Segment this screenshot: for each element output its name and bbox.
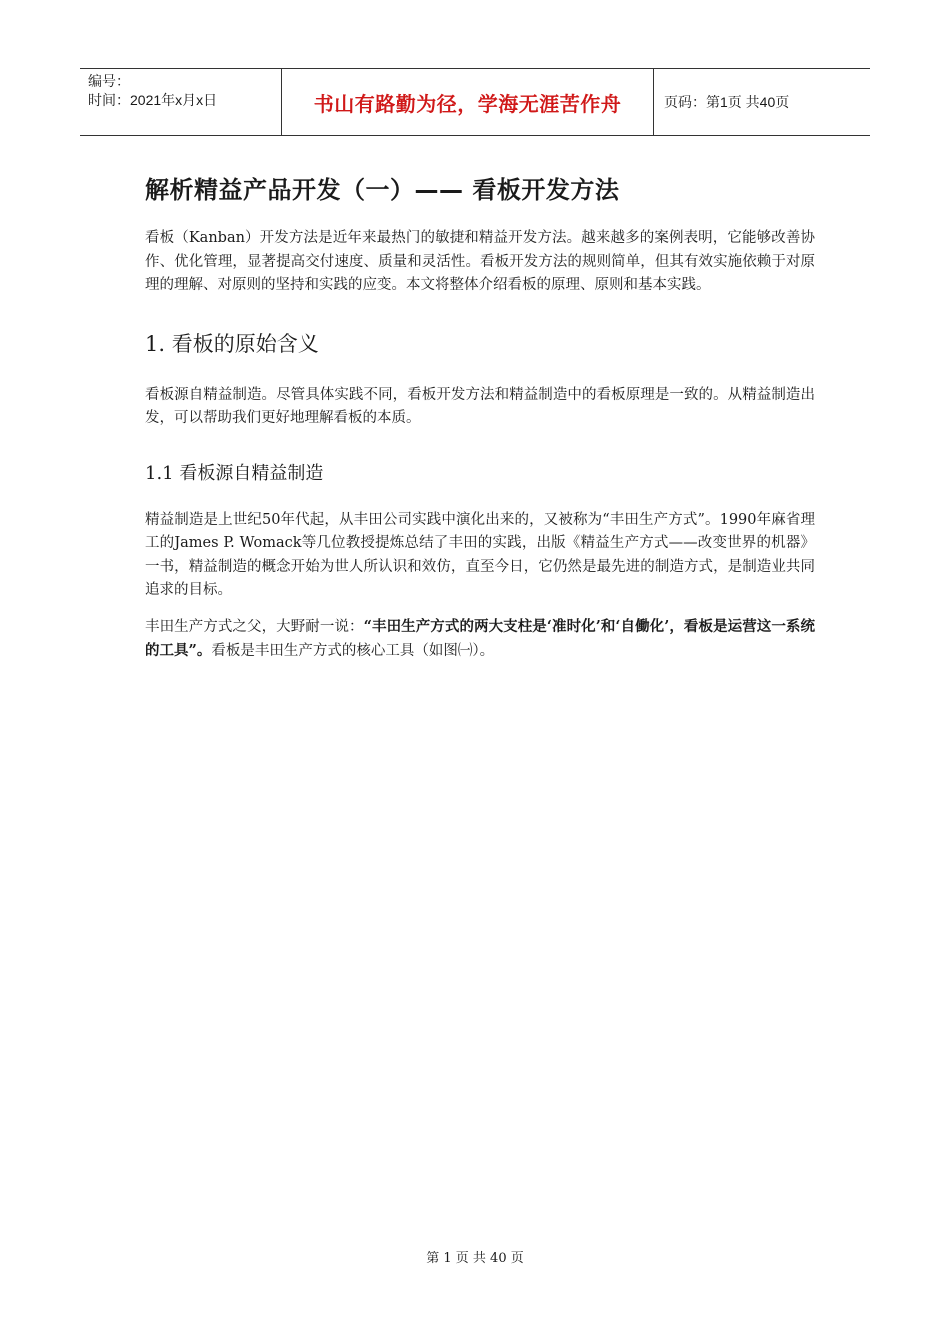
section-1-1-heading: 1.1 看板源自精益制造 bbox=[145, 462, 324, 484]
quote-paragraph bbox=[145, 615, 815, 664]
article-body bbox=[145, 170, 815, 664]
quote-bold: “丰田生产方式的两大支柱是‘准时化’和‘自働化’，看板是运营这一系统的工具”。 bbox=[145, 617, 816, 659]
section-1-1-paragraph: 精益制造是上世纪50年代起，从丰田公司实践中演化出来的，又被称为“丰田生产方式”。1990年麻省理工的James P. Womack等几位教授提炼总结了丰田的实践，出版《精益生产方式——改变世界的机器》一书，精益制造的概念开始为世人所认识和效仿，直至今日，它仍然是最先进的制造方式，是制造业共同追求的目标。 bbox=[145, 511, 815, 598]
article-title: 解析精益产品开发（一）—— 看板开发方法 bbox=[145, 176, 620, 204]
page-header-table bbox=[80, 68, 870, 136]
header-left-cell bbox=[80, 69, 281, 135]
intro-paragraph: 看板（Kanban）开发方法是近年来最热门的敏捷和精益开发方法。越来越多的案例表明，它能够改善协作、优化管理，显著提高交付速度、质量和灵活性。看板开发方法的规则简单，但其有效实施依赖于对原理的理解、对原则的坚持和实践的应变。本文将整体介绍看板的原理、原则和基本实践。 bbox=[145, 230, 815, 293]
quote-prefix: 丰田生产方式之父，大野耐一说： bbox=[145, 618, 364, 635]
section-1-heading: 1. 看板的原始含义 bbox=[145, 331, 319, 356]
header-motto-cell bbox=[281, 69, 654, 135]
header-motto: 书山有路勤为径，学海无涯苦作舟 bbox=[313, 91, 622, 116]
page-footer: 第 1 页 共 40 页 bbox=[426, 1251, 524, 1266]
quote-suffix: 看板是丰田生产方式的核心工具（如图㈠）。 bbox=[211, 643, 495, 659]
header-page-info: 页码：第1页 共40页 bbox=[664, 94, 790, 110]
document-number-label: 编号： bbox=[88, 73, 130, 89]
section-1-paragraph: 看板源自精益制造。尽管具体实践不同，看板开发方法和精益制造中的看板原理是一致的。从精益制造出发，可以帮助我们更好地理解看板的本质。 bbox=[145, 386, 815, 426]
document-date: 时间：2021年x月x日 bbox=[88, 92, 218, 108]
